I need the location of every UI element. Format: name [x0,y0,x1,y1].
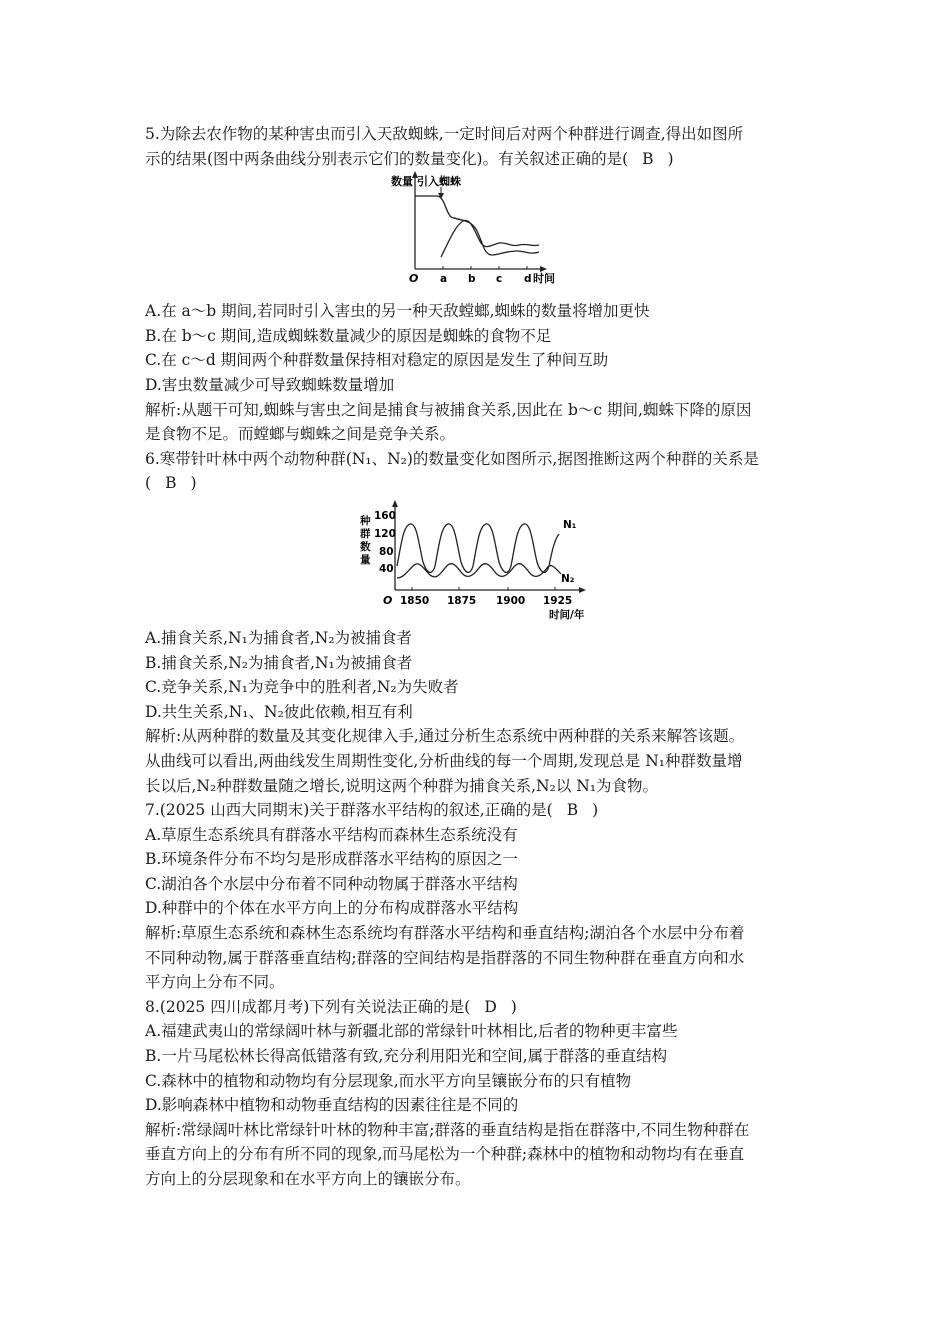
q8-stem-text: 8.(2025 四川成都月考)下列有关说法正确的是( [145,997,471,1016]
q5-annotation: 引入蜘蛛 [417,175,461,189]
q6-xtick-label-1875: 1875 [447,594,477,607]
q5-option-b: B.在 b～c 期间,造成蜘蛛数量减少的原因是蜘蛛的食物不足 [145,326,552,345]
q6-figure [145,496,815,622]
q6-option-d: D.共生关系,N₁、N₂彼此依赖,相互有利 [145,702,413,721]
q6-ytick-120: 120 [374,527,396,540]
q6-ytick-40: 40 [379,562,394,575]
q8-answer: D [484,997,497,1016]
q6-y-label-2: 群 [360,527,371,540]
q7-option-b: B.环境条件分布不均匀是形成群落水平结构的原因之一 [145,850,518,869]
q6-stem-close: ) [190,474,197,493]
q6-ytick-80: 80 [379,545,394,558]
q8-stem-close: ) [510,997,517,1016]
q6-option-c: C.竞争关系,N₁为竞争中的胜利者,N₂为失败者 [145,678,459,697]
q7-analysis-line-1: 解析:草原生态系统和森林生态系统均有群落水平结构和垂直结构;湖泊各个水层中分布着 [145,924,745,943]
q5-option-d: D.害虫数量减少可导致蜘蛛数量增加 [145,375,395,394]
q5-analysis-line-1: 解析:从题干可知,蜘蛛与害虫之间是捕食与被捕食关系,因此在 b～c 期间,蜘蛛下降的原因 [145,400,752,419]
q6-series-n1: N₁ [563,518,577,531]
q5-figure [145,171,815,285]
q8-option-a: A.福建武夷山的常绿阔叶林与新疆北部的常绿针叶林相比,后者的物种更丰富些 [145,1022,678,1041]
question-5 [145,122,815,447]
q6-answer: B [165,474,177,493]
q5-stem-line-1: 5.为除去农作物的某种害虫而引入天敌蜘蛛,一定时间后对两个种群进行调查,得出如图所 [145,125,744,143]
q6-option-b: B.捕食关系,N₂为捕食者,N₁为被捕食者 [145,653,413,672]
q5-tick-label-d: d [524,273,532,286]
q8-stem [145,995,815,1020]
q7-stem-close: ) [592,801,599,820]
q7-option-c: C.湖泊各个水层中分布着不同种动物属于群落水平结构 [145,874,518,893]
q6-xtick-label-1925: 1925 [543,594,573,607]
q7-stem [145,798,815,823]
q6-xtick-label-1850: 1850 [400,594,430,607]
q5-y-label: 数量 [391,175,413,189]
q5-x-label: 时间 [533,272,555,286]
q6-analysis-line-1: 解析:从两种群的数量及其变化规律入手,通过分析生态系统中两种群的关系来解答该题。 [145,727,745,746]
q6-n2-curve [397,564,561,578]
q6-stem-open: ( [145,474,152,493]
q5-option-c: C.在 c～d 期间两个种群数量保持相对稳定的原因是发生了种间互助 [145,351,609,370]
q6-series-n2: N₂ [561,572,575,585]
q5-option-a: A.在 a～b 期间,若同时引入害虫的另一种天敌螳螂,蜘蛛的数量将增加更快 [145,302,650,321]
q5-population-graph [145,171,815,285]
q6-y-label-3: 数 [360,540,371,553]
q6-stem-line-1: 6.寒带针叶林中两个动物种群(N₁、N₂)的数量变化如图所示,据图推断这两个种群的关系是 [145,449,759,468]
q5-stem-close: ) [667,149,674,168]
q8-option-d: D.影响森林中植物和动物垂直结构的因素往往是不同的 [145,1096,519,1115]
q5-answer: B [642,149,654,168]
q6-analysis-line-3: 长以后,N₂种群数量随之增长,说明这两个种群为捕食关系,N₂以 N₁为食物。 [145,776,659,795]
question-page [145,122,815,1192]
q6-population-graph [145,496,815,622]
q8-option-c: C.森林中的植物和动物均有分层现象,而水平方向呈镶嵌分布的只有植物 [145,1071,632,1090]
q8-analysis-line-3: 方向上的分层现象和在水平方向上的镶嵌分布。 [145,1170,471,1188]
q6-x-arrow [579,587,586,593]
q6-option-a: A.捕食关系,N₁为捕食者,N₂为被捕食者 [145,628,413,647]
q5-pest-curve [415,196,539,255]
q8-option-b: B.一片马尾松林长得高低错落有致,充分利用阳光和空间,属于群落的垂直结构 [145,1047,668,1066]
q6-stem-line-2 [145,471,815,496]
question-7 [145,798,815,995]
q7-option-a: A.草原生态系统具有群落水平结构而森林生态系统没有 [145,825,518,844]
q7-stem-text: 7.(2025 山西大同期末)关于群落水平结构的叙述,正确的是( [145,801,553,820]
q5-analysis-line-2: 是食物不足。而螳螂与蜘蛛之间是竞争关系。 [145,425,456,444]
q8-analysis-line-1: 解析:常绿阔叶林比常绿针叶林的物种丰富;群落的垂直结构是指在群落中,不同生物种群在 [145,1120,750,1139]
q5-stem-line-2 [145,147,815,172]
q5-stem-text: 示的结果(图中两条曲线分别表示它们的数量变化)。有关叙述正确的是( [145,149,629,168]
q6-y-label-4: 量 [360,553,371,566]
q7-analysis-line-3: 平方向上分布不同。 [145,973,285,992]
q6-xtick-label-1900: 1900 [496,594,526,607]
question-6 [145,447,815,798]
q5-tick-label-c: c [496,273,503,286]
q6-analysis-line-2: 从曲线可以看出,两曲线发生周期性变化,分析曲线的每一个周期,发现总是 N₁种群数量增 [145,751,743,770]
q5-tick-label-b: b [468,273,476,286]
q6-y-label-1: 种 [360,514,371,527]
question-8 [145,995,815,1192]
q6-x-label: 时间/年 [549,608,585,621]
q8-analysis-line-2: 垂直方向上的分布有所不同的现象,而马尾松为一个种群;森林中的植物和动物均有在垂直 [145,1145,745,1164]
q5-tick-label-a: a [440,273,448,286]
q7-answer: B [566,801,579,820]
q6-ytick-160: 160 [374,509,396,522]
q6-origin: O [383,593,393,607]
q7-option-d: D.种群中的个体在水平方向上的分布构成群落水平结构 [145,899,519,918]
q5-origin: O [409,272,419,286]
q6-y-arrow [392,500,398,507]
q7-analysis-line-2: 不同种动物,属于群落垂直结构;群落的空间结构是指群落的不同生物种群在垂直方向和水 [145,948,745,967]
